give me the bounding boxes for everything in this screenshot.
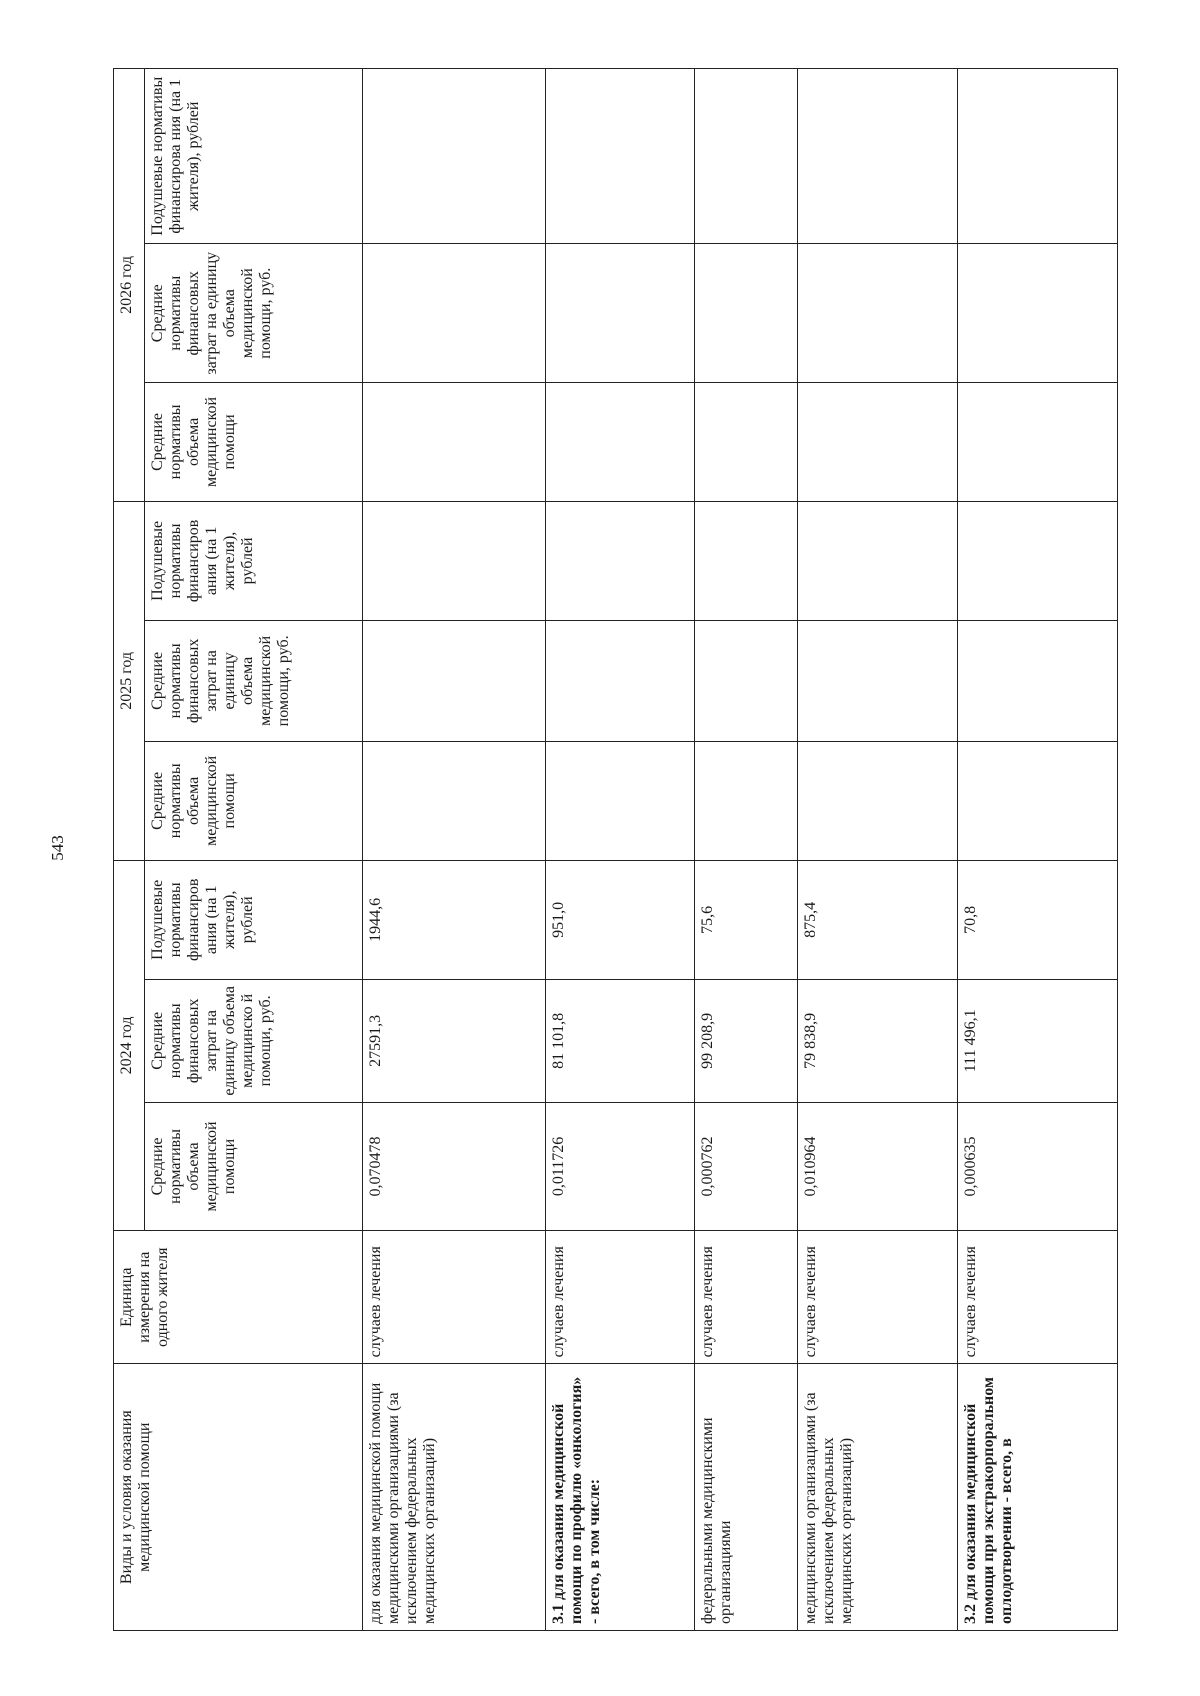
table-frame [113,68,1118,1631]
empty-cell [958,382,1118,501]
empty-cell [694,501,798,620]
header-2026-cost: Средние нормативы финансовых затрат на единицу объема медицинской помощи, руб. [145,244,363,382]
page-number: 543 [48,835,67,861]
value-2024-per-capita: 951,0 [545,860,694,979]
header-year-2024: 2024 год [114,860,145,1230]
header-2024-per-capita: Подушевые нормативы финансиров ания (на 1 жителя), рублей [145,860,363,979]
row-label: 3.1 для оказания медицинской помощи по профилю «онкология» - всего, в том числе: [545,1364,694,1631]
financing-norms-table [113,68,1118,1631]
table-row [958,69,1118,1631]
empty-cell [798,244,958,382]
value-2024-cost: 27591,3 [363,979,546,1102]
empty-cell [798,69,958,245]
table-row [798,69,958,1631]
table-row [694,69,798,1631]
empty-cell [545,244,694,382]
row-label: федеральными медицинскими организациями [694,1364,798,1631]
value-2024-volume: 0,070478 [363,1102,546,1230]
empty-cell [694,620,798,741]
row-unit: случаев лечения [545,1231,694,1364]
empty-cell [545,620,694,741]
empty-cell [545,382,694,501]
empty-cell [363,501,546,620]
empty-cell [545,501,694,620]
empty-cell [363,244,546,382]
header-2025-per-capita: Подушевые нормативы финансиров ания (на 1 жителя), рублей [145,501,363,620]
value-2024-cost: 81 101,8 [545,979,694,1102]
table-row [363,69,546,1631]
row-label: медицинскими организациями (за исключением федеральных медицинских организаций) [798,1364,958,1631]
row-unit: случаев лечения [363,1231,546,1364]
header-row-years [114,69,145,1631]
empty-cell [958,741,1118,860]
row-label: 3.2 для оказания медицинской помощи при экстракорпоральном оплодотворении - всего, в [958,1364,1118,1631]
value-2024-per-capita: 70,8 [958,860,1118,979]
empty-cell [798,501,958,620]
empty-cell [545,741,694,860]
row-unit: случаев лечения [694,1231,798,1364]
row-label: для оказания медицинской помощи медицинскими организациями (за исключением федеральных медицинских организаций) [363,1364,546,1631]
header-year-2025: 2025 год [114,501,145,860]
value-2024-volume: 0,011726 [545,1102,694,1230]
value-2024-cost: 79 838,9 [798,979,958,1102]
header-2025-volume: Средние нормативы объема медицинской помощи [145,741,363,860]
empty-cell [694,382,798,501]
value-2024-volume: 0,000635 [958,1102,1118,1230]
empty-cell [363,69,546,245]
empty-cell [545,69,694,245]
empty-cell [694,69,798,245]
empty-cell [798,382,958,501]
header-2026-volume: Средние нормативы объема медицинской помощи [145,382,363,501]
header-unit: Единица измерения на одного жителя [114,1231,363,1364]
value-2024-cost: 111 496,1 [958,979,1118,1102]
header-year-2026: 2026 год [114,69,145,502]
empty-cell [694,741,798,860]
empty-cell [958,69,1118,245]
header-2024-cost: Средние нормативы финансовых затрат на единицу объема медицинско й помощи, руб. [145,979,363,1102]
value-2024-per-capita: 875,4 [798,860,958,979]
value-2024-volume: 0,010964 [798,1102,958,1230]
table-row [545,69,694,1631]
header-kind: Виды и условия оказания медицинской помощи [114,1364,363,1631]
empty-cell [363,382,546,501]
empty-cell [958,244,1118,382]
empty-cell [694,244,798,382]
header-2026-per-capita: Подушевые нормативы финансирова ния (на 1 жителя), рублей [145,69,363,245]
empty-cell [363,741,546,860]
value-2024-volume: 0,000762 [694,1102,798,1230]
value-2024-cost: 99 208,9 [694,979,798,1102]
row-unit: случаев лечения [798,1231,958,1364]
empty-cell [798,620,958,741]
value-2024-per-capita: 1944,6 [363,860,546,979]
header-2024-volume: Средние нормативы объема медицинской помощи [145,1102,363,1230]
header-2025-cost: Средние нормативы финансовых затрат на единицу объема медицинской помощи, руб. [145,620,363,741]
empty-cell [958,620,1118,741]
empty-cell [798,741,958,860]
value-2024-per-capita: 75,6 [694,860,798,979]
empty-cell [958,501,1118,620]
row-unit: случаев лечения [958,1231,1118,1364]
empty-cell [363,620,546,741]
